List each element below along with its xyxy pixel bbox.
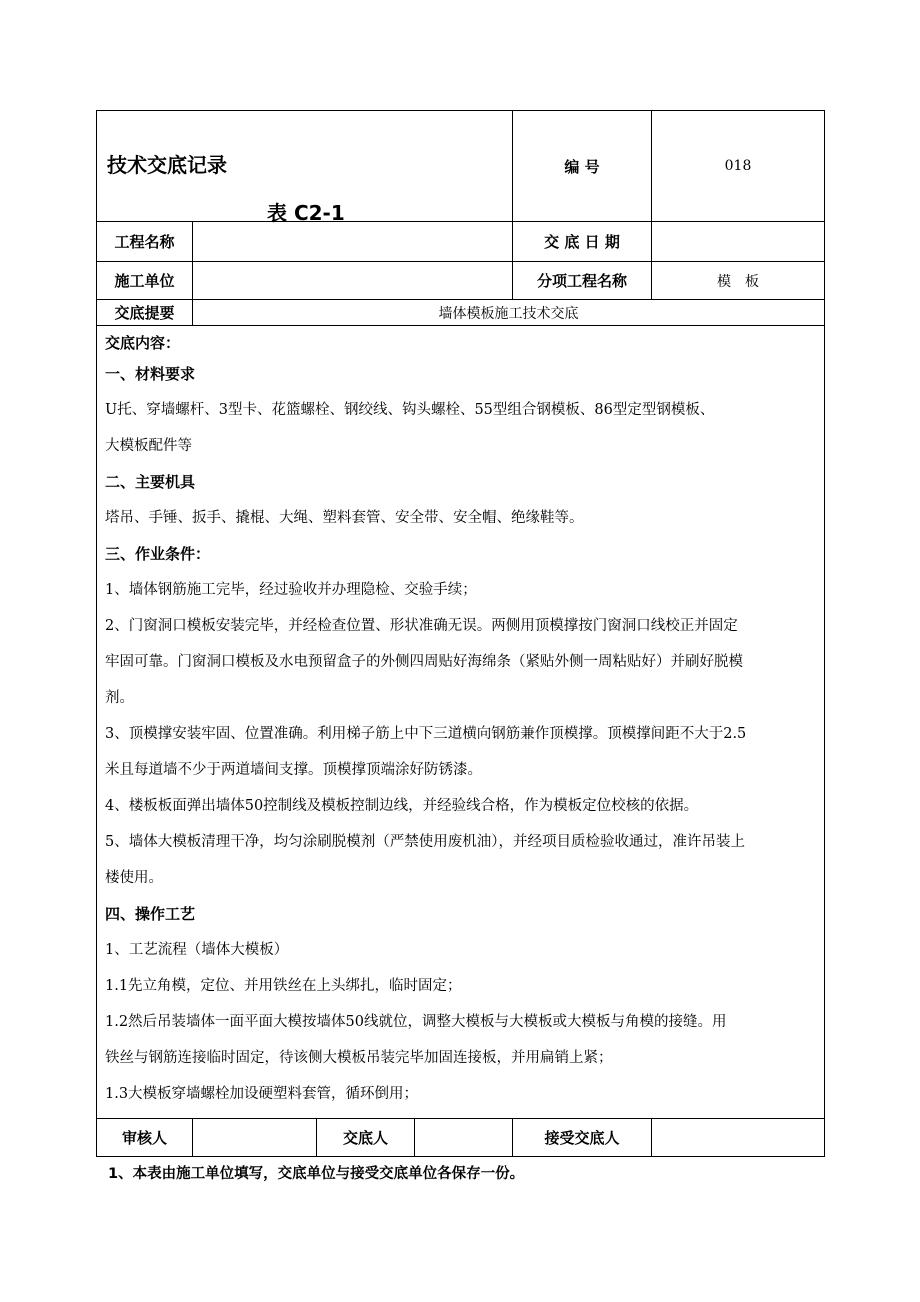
section-heading: 四、操作工艺 [105, 905, 196, 923]
reviewer-label: 审核人 [97, 1119, 193, 1157]
content-line: 5、墙体大模板清理干净，均匀涂刷脱模剂（严禁使用废机油），并经项目质检验收通过，准许吊装上 [105, 834, 745, 850]
project-row [97, 222, 825, 262]
content-line: 剂。 [105, 690, 134, 706]
content-line: 4、楼板板面弹出墙体50控制线及模板控制边线，并经验线合格，作为模板定位校核的依据。 [105, 798, 699, 814]
footer-note: 1、本表由施工单位填写，交底单位与接受交底单位各保存一份。 [108, 1166, 525, 1182]
content-line: 1、墙体钢筋施工完毕，经过验收并办理隐检、交验手续； [105, 582, 477, 598]
content-line: 2、门窗洞口模板安装完毕，并经检查位置、形状准确无误。两侧用顶模撑按门窗洞口线校正并固定 [105, 618, 738, 634]
contractor-label: 施工单位 [97, 262, 193, 300]
content-line: 1.2然后吊装墙体一面平面大模按墙体50线就位，调整大模板与大模板或大模板与角模的接缝。用 [105, 1014, 727, 1030]
content-line: 牢固可靠。门窗洞口模板及水电预留盒子的外侧四周贴好海绵条（紧贴外侧一周粘贴好）并刷好脱模 [105, 654, 743, 670]
section-heading: 二、主要机具 [105, 473, 196, 491]
content-line: 1.3大模板穿墙螺栓加设硬塑料套管，循环倒用； [105, 1086, 419, 1102]
discloser-label: 交底人 [317, 1119, 415, 1157]
date-field[interactable] [652, 222, 825, 262]
form-title: 技术交底记录 [107, 153, 227, 177]
subitem-label: 分项工程名称 [513, 262, 652, 300]
project-name-label: 工程名称 [97, 222, 193, 262]
content-line: 塔吊、手锤、扳手、撬棍、大绳、塑料套管、安全带、安全帽、绝缘鞋等。 [105, 510, 584, 526]
contractor-field[interactable] [193, 262, 513, 300]
summary-row [97, 300, 825, 326]
content-line: 铁丝与钢筋连接临时固定，待该侧大模板吊装完毕加固连接板，并用扁销上紧； [105, 1050, 613, 1066]
form-code: 表 C2-1 [267, 201, 345, 225]
discloser-field[interactable] [415, 1119, 513, 1157]
section-heading: 三、作业条件： [105, 545, 211, 563]
contractor-row [97, 262, 825, 300]
content-line: 1、工艺流程（墙体大模板） [105, 942, 289, 958]
number-value[interactable]: 018 [652, 111, 825, 222]
title-row [97, 111, 825, 222]
content-intro: 交底内容： [105, 334, 181, 352]
section-heading: 一、材料要求 [105, 365, 196, 383]
summary-label: 交底提要 [97, 300, 193, 326]
subitem-field[interactable]: 模 板 [652, 262, 825, 300]
content-cell [97, 326, 825, 1119]
date-label: 交 底 日 期 [513, 222, 652, 262]
receiver-field[interactable] [652, 1119, 825, 1157]
summary-field[interactable]: 墙体模板施工技术交底 [193, 300, 825, 326]
content-line: 米且每道墙不少于两道墙间支撑。顶模撑顶端涂好防锈漆。 [105, 762, 482, 778]
content-line: 1.1先立角模，定位、并用铁丝在上头绑扎，临时固定； [105, 978, 462, 994]
content-line: U托、穿墙螺杆、3型卡、花篮螺栓、钢绞线、钩头螺栓、55型组合钢模板、86型定型钢模板、 [105, 402, 715, 418]
form-table [96, 110, 825, 1157]
content-line: 大模板配件等 [105, 438, 192, 454]
receiver-label: 接受交底人 [513, 1119, 652, 1157]
content-line: 楼使用。 [105, 870, 163, 886]
reviewer-field[interactable] [193, 1119, 317, 1157]
content-row [97, 326, 825, 1119]
title-cell [97, 111, 513, 225]
signature-row [97, 1119, 825, 1157]
disclosure-form [96, 110, 824, 1157]
number-label: 编 号 [513, 111, 652, 222]
content-line: 3、顶模撑安装牢固、位置准确。利用梯子筋上中下三道横向钢筋兼作顶模撑。顶模撑间距不大于2.5 [105, 726, 747, 742]
content-lines [105, 356, 816, 1112]
project-name-field[interactable] [193, 222, 513, 262]
